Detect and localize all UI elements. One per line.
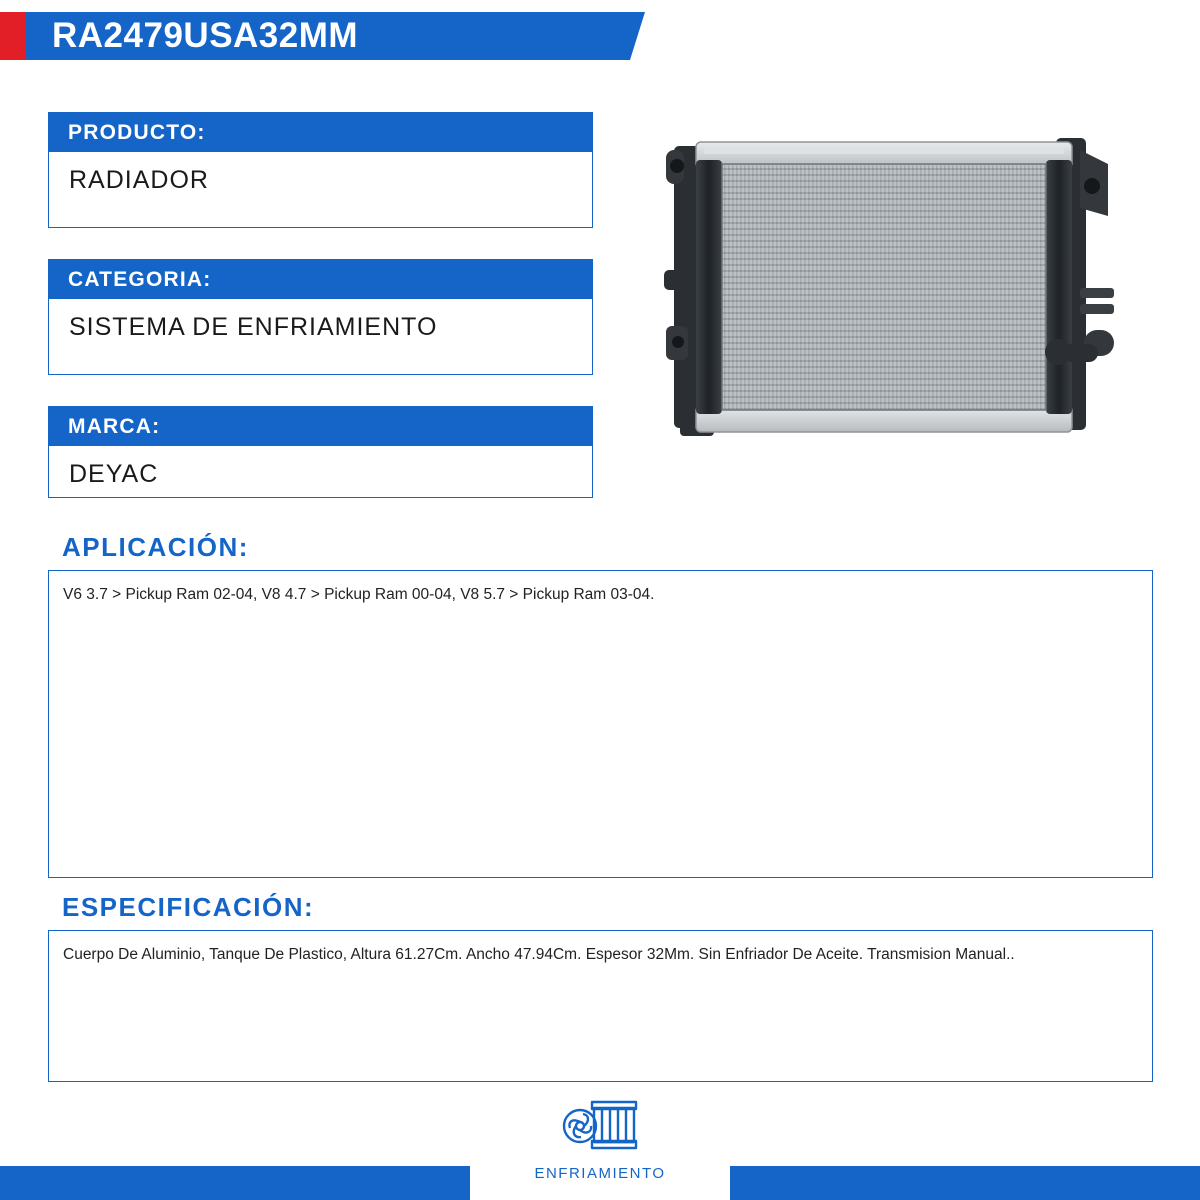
footer-bar-left [0, 1166, 470, 1200]
especificacion-title: ESPECIFICACIÓN: [62, 892, 315, 922]
field-marca-value: DEYAC [48, 446, 593, 498]
page-title: RA2479USA32MM [52, 16, 359, 55]
field-producto [48, 112, 593, 228]
product-image [660, 120, 1130, 460]
field-marca [48, 406, 593, 498]
header-red-accent [0, 12, 26, 60]
field-categoria-value: SISTEMA DE ENFRIAMIENTO [48, 299, 593, 375]
field-categoria-label: CATEGORIA: [48, 259, 593, 299]
especificacion-text: Cuerpo De Aluminio, Tanque De Plastico, Altura 61.27Cm. Ancho 47.94Cm. Espesor 32Mm. Sin Enfriador De Aceite. Transmision Manual.. [48, 930, 1153, 1082]
footer-bar-right [730, 1166, 1200, 1200]
field-producto-value: RADIADOR [48, 152, 593, 228]
aplicacion-text: V6 3.7 > Pickup Ram 02-04, V8 4.7 > Pickup Ram 00-04, V8 5.7 > Pickup Ram 03-04. [48, 570, 1153, 878]
footer-label: ENFRIAMIENTO [524, 1165, 675, 1182]
field-producto-label: PRODUCTO: [48, 112, 593, 152]
field-marca-label: MARCA: [48, 406, 593, 446]
aplicacion-title: APLICACIÓN: [62, 532, 249, 562]
header-blue-bar-tail [595, 12, 645, 60]
header [0, 0, 1200, 72]
radiator-fan-icon [554, 1096, 646, 1158]
field-categoria [48, 259, 593, 375]
